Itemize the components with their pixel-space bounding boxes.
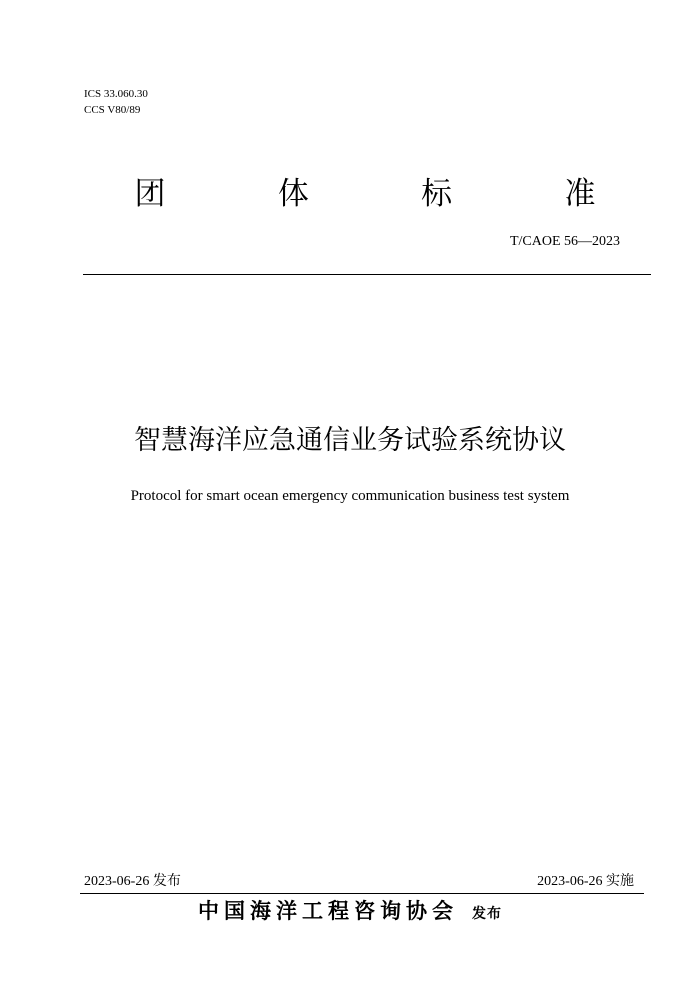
implement-date: 2023-06-26 实施	[537, 874, 634, 889]
publish-date: 2023-06-26 发布	[84, 874, 181, 889]
english-title: Protocol for smart ocean emergency communication business test system	[130, 488, 570, 504]
publisher-line	[0, 896, 700, 929]
standard-number: T/CAOE 56—2023	[509, 234, 620, 249]
chinese-title: 智慧海洋应急通信业务试验系统协议	[134, 425, 566, 456]
document-type-char: 团	[134, 176, 166, 212]
document-type-char: 准	[564, 176, 596, 212]
document-type-heading	[120, 174, 610, 214]
document-type-char: 体	[277, 176, 309, 212]
ics-code: ICS 33.060.30	[84, 88, 148, 100]
publisher-organization: 中国海洋工程咨询协会	[198, 899, 458, 923]
footer-divider	[80, 893, 644, 894]
header-divider	[83, 274, 651, 275]
publisher-suffix: 发布	[472, 906, 502, 922]
ccs-code: CCS V80/89	[84, 104, 141, 116]
classification-codes	[84, 86, 148, 118]
document-type-char: 标	[421, 176, 453, 212]
